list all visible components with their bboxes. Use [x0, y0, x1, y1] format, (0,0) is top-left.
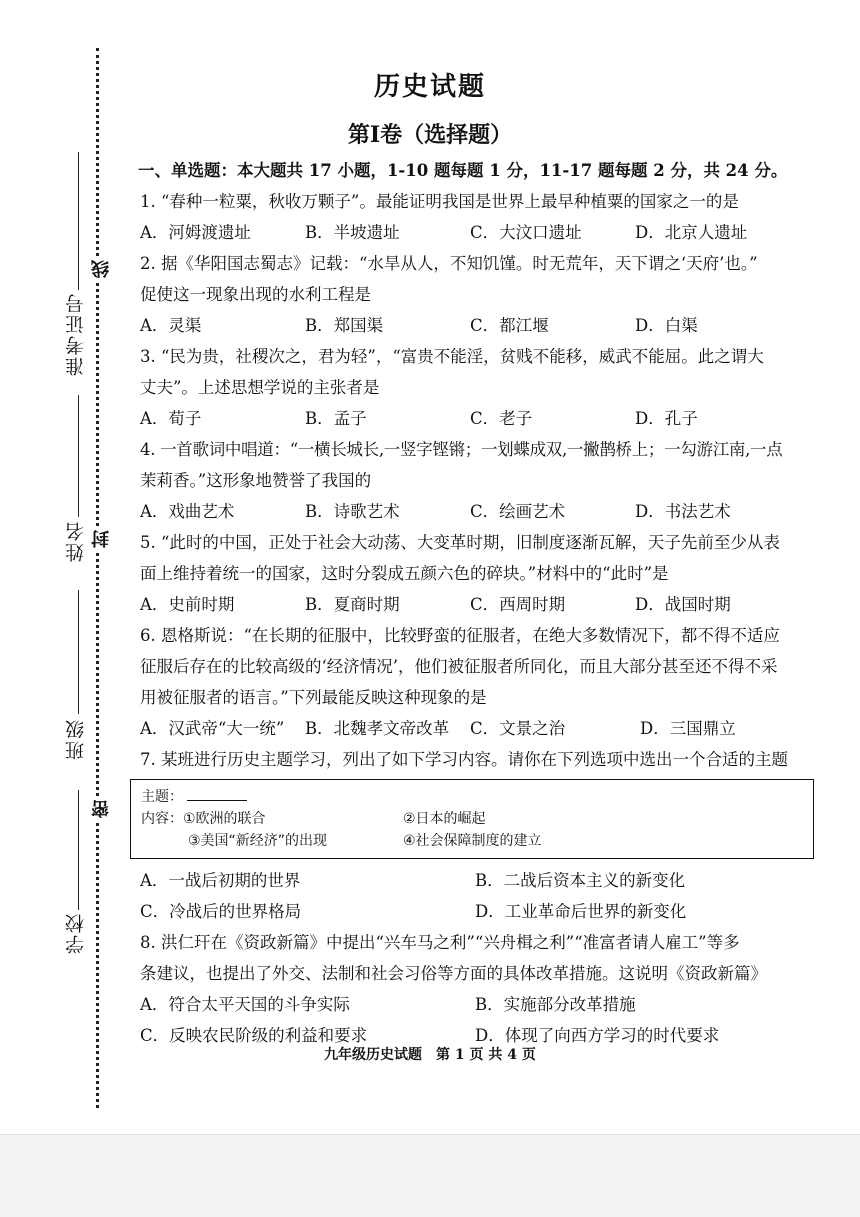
option-c[interactable]: C．绘画艺术 [470, 502, 566, 521]
question-8-stem-cont: 条建议，也提出了外交、法制和社会习俗等方面的具体改革措施。这说明《资政新篇》 [140, 964, 767, 983]
content-item-2: ②日本的崛起 [403, 811, 486, 827]
option-c[interactable]: C．老子 [470, 409, 533, 428]
content-item-1: ①欧洲的联合 [183, 811, 266, 827]
option-d[interactable]: D．战国时期 [635, 595, 731, 614]
option-b[interactable]: B．北魏孝文帝改革 [305, 719, 450, 738]
option-a[interactable]: A．汉武帝“大一统” [140, 719, 285, 738]
question-6-stem: 6. 恩格斯说：“在长期的征服中，比较野蛮的征服者，在绝大多数情况下，都不得不适应 [140, 626, 780, 645]
scan-background-strip [0, 1134, 860, 1217]
option-c[interactable]: C．文景之治 [470, 719, 566, 738]
question-7-options-row-2 [140, 896, 830, 927]
question-1-options [140, 217, 830, 248]
option-b[interactable]: B．孟子 [305, 409, 367, 428]
option-b[interactable]: B．半坡遗址 [305, 223, 400, 242]
option-c[interactable]: C．冷战后的世界格局 [140, 902, 302, 921]
option-a[interactable]: A．史前时期 [140, 595, 235, 614]
question-7-stem: 7. 某班进行历史主题学习，列出了如下学习内容。请你在下列选项中选出一个合适的主题 [140, 750, 788, 769]
question-7-options-row-1 [140, 865, 830, 896]
content-item-3: ③美国“新经济”的出现 [188, 833, 328, 849]
question-3-stem-cont: 丈夫”。上述思想学说的主张者是 [140, 378, 380, 397]
option-c[interactable]: C．大汶口遗址 [470, 223, 582, 242]
option-d[interactable]: D．书法艺术 [635, 502, 731, 521]
question-4-stem-cont: 茉莉香。”这形象地赞誉了我国的 [140, 471, 372, 490]
question-4-options [140, 496, 830, 527]
question-area [140, 156, 830, 1051]
option-d[interactable]: D．体现了向西方学习的时代要求 [475, 1026, 720, 1045]
exam-subtitle: 第Ⅰ卷（选择题） [347, 122, 513, 148]
option-d[interactable]: D．白渠 [635, 316, 698, 335]
content-row-2 [141, 830, 801, 852]
question-8-stem: 8. 洪仁玕在《资政新篇》中提出“兴车马之利”“兴舟楫之利”“准富者请人雇工”等多 [140, 933, 740, 952]
question-5-options [140, 589, 830, 620]
section-heading: 一、单选题：本大题共 17 小题，1-10 题每题 1 分，11-17 题每题 2 分，共 24 分。 [138, 161, 788, 180]
question-5-stem-cont: 面上维持着统一的国家，这时分裂成五颜六色的碎块。”材料中的“此时”是 [140, 564, 669, 583]
seal-mark-feng: 封 [89, 526, 115, 552]
option-b[interactable]: B．诗歌艺术 [305, 502, 400, 521]
margin-label-class: 班级 [65, 718, 87, 760]
option-c[interactable]: C．西周时期 [470, 595, 566, 614]
option-a[interactable]: A．戏曲艺术 [140, 502, 235, 521]
question-3-stem: 3. “民为贵，社稷次之，君为轻”，“富贵不能淫，贫贱不能移，威武不能屈。此之谓大 [140, 347, 764, 366]
option-b[interactable]: B．实施部分改革措施 [475, 995, 636, 1014]
option-c[interactable]: C．都江堰 [470, 316, 549, 335]
seal-mark-mi: 密 [89, 796, 115, 822]
option-a[interactable]: A．河姆渡遗址 [140, 223, 251, 242]
option-d[interactable]: D．工业革命后世界的新变化 [475, 902, 687, 921]
question-2-options [140, 310, 830, 341]
topic-box [130, 779, 814, 859]
question-6-options [140, 713, 830, 744]
option-a[interactable]: A．荀子 [140, 409, 202, 428]
option-a[interactable]: A．灵渠 [140, 316, 202, 335]
option-a[interactable]: A．一战后初期的世界 [140, 871, 301, 890]
question-5-stem: 5. “此时的中国，正处于社会大动荡、大变革时期，旧制度逐渐瓦解，天子先前至少从表 [140, 533, 780, 552]
option-b[interactable]: B．二战后资本主义的新变化 [475, 871, 686, 890]
margin-label-name: 姓名 [65, 520, 87, 562]
question-6-stem-cont: 征服后存在的比较高级的‘经济情况’，他们被征服者所同化，而且大部分甚至还不得不采 [140, 657, 778, 676]
question-3-options [140, 403, 830, 434]
margin-label-exam-number: 准考证号 [65, 292, 87, 376]
option-d[interactable]: D．北京人遗址 [635, 223, 748, 242]
topic-row [141, 786, 801, 808]
topic-blank[interactable] [187, 786, 247, 801]
name-blank[interactable] [78, 395, 79, 517]
topic-label: 主题： [141, 789, 183, 805]
exam-number-blank[interactable] [78, 152, 79, 290]
question-8-options-row-1 [140, 989, 830, 1020]
class-blank[interactable] [78, 590, 79, 714]
question-2-stem: 2. 据《华阳国志蜀志》记载：“水旱从人，不知饥馑。时无荒年，天下谓之‘天府’也。” [140, 254, 758, 273]
option-b[interactable]: B．夏商时期 [305, 595, 400, 614]
option-d[interactable]: D．孔子 [635, 409, 698, 428]
binding-dotted-line [96, 48, 99, 1108]
question-4-stem: 4. 一首歌词中唱道：“一横长城长,一竖字铿锵；一划蝶成双,一撇鹊桥上；一勾游江南,一点 [140, 440, 783, 459]
margin-label-school: 学校 [65, 912, 87, 954]
seal-mark-xian: 线 [89, 256, 115, 282]
question-6-stem-cont-2: 用被征服者的语言。”下列最能反映这种现象的是 [140, 688, 487, 707]
content-label: 内容： [141, 811, 183, 827]
school-blank[interactable] [78, 790, 79, 910]
option-a[interactable]: A．符合太平天国的斗争实际 [140, 995, 350, 1014]
page-footer: 九年级历史试题 第 1 页 共 4 页 [324, 1047, 536, 1063]
option-c[interactable]: C．反映农民阶级的利益和要求 [140, 1026, 368, 1045]
option-b[interactable]: B．郑国渠 [305, 316, 384, 335]
question-1-stem: 1. “春种一粒粟，秋收万颗子”。最能证明我国是世界上最早种植粟的国家之一的是 [140, 192, 739, 211]
content-row-1 [141, 808, 801, 830]
option-d[interactable]: D．三国鼎立 [640, 719, 736, 738]
content-item-4: ④社会保障制度的建立 [403, 833, 542, 849]
question-2-stem-cont: 促使这一现象出现的水利工程是 [140, 285, 371, 304]
exam-title: 历史试题 [373, 72, 486, 102]
